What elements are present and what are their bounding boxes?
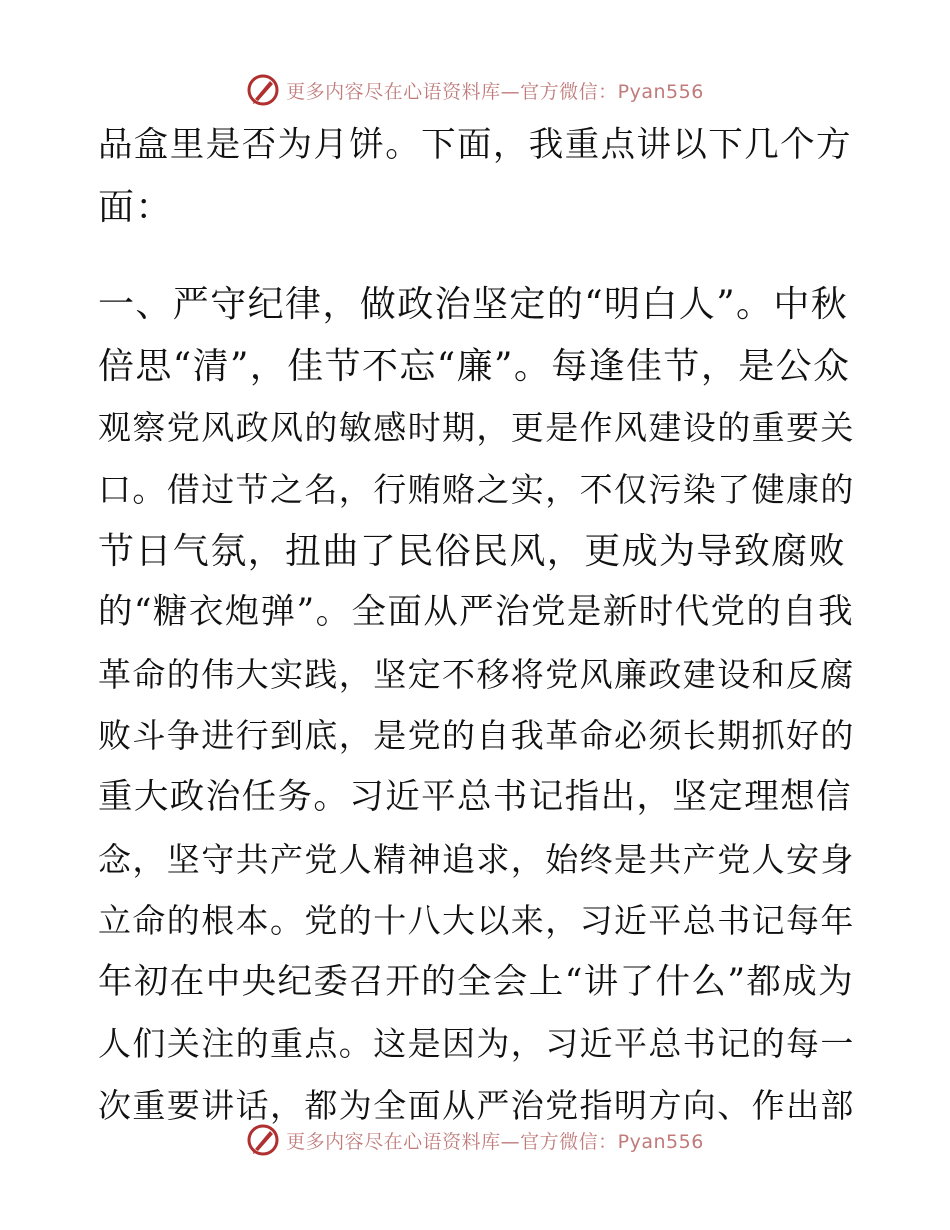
text-line: 节日气氛，扭曲了民俗民风，更成为导致腐败 bbox=[98, 530, 847, 572]
watermark-text: 更多内容尽在心语资料库—官方微信：Pyan556 bbox=[286, 80, 704, 103]
text-line: 次重要讲话，都为全面从严治党指明方向、作出部 bbox=[98, 1085, 855, 1125]
watermark-text: 更多内容尽在心语资料库—官方微信：Pyan556 bbox=[286, 1130, 704, 1153]
document-body bbox=[98, 115, 858, 1137]
text-line: 重大政治任务。习近平总书记指出，坚定理想信 bbox=[98, 776, 852, 817]
section-heading-line: 一、严守纪律，做政治坚定的“明白人”。中秋 bbox=[98, 284, 849, 326]
quill-pen-logo-icon bbox=[246, 73, 280, 107]
text-line: 人们关注的重点。这是因为，习近平总书记的每一 bbox=[98, 1024, 855, 1064]
text-line: 革命的伟大实践，坚定不移将党风廉政建设和反腐 bbox=[98, 654, 855, 694]
text-line: 倍思“清”，佳节不忘“廉”。每逢佳节，是公众 bbox=[98, 345, 851, 387]
text-line: 败斗争进行到底，是党的自我革命必须长期抓好的 bbox=[98, 716, 855, 756]
text-line: 口。借过节之名，行贿赂之实，不仅污染了健康的 bbox=[98, 469, 855, 509]
text-line: 的“糖衣炮弹”。全面从严治党是新时代党的自我 bbox=[98, 592, 855, 633]
text-line: 立命的根本。党的十八大以来，习近平总书记每年 bbox=[98, 901, 855, 941]
text-line: 念，坚守共产党人精神追求，始终是共产党人安身 bbox=[98, 839, 855, 879]
text-line: 年初在中央纪委召开的全会上“讲了什么”都成为 bbox=[98, 961, 855, 1002]
text-line: 观察党风政风的敏感时期，更是作风建设的重要关 bbox=[98, 408, 855, 448]
header-watermark bbox=[0, 70, 950, 110]
quill-pen-logo-icon bbox=[246, 1123, 280, 1157]
footer-watermark bbox=[0, 1120, 950, 1160]
text-line: 品盒里是否为月饼。下面，我重点讲以下几个方 bbox=[98, 125, 852, 165]
text-line: 面： bbox=[98, 186, 173, 228]
paragraph-gap bbox=[98, 238, 858, 274]
